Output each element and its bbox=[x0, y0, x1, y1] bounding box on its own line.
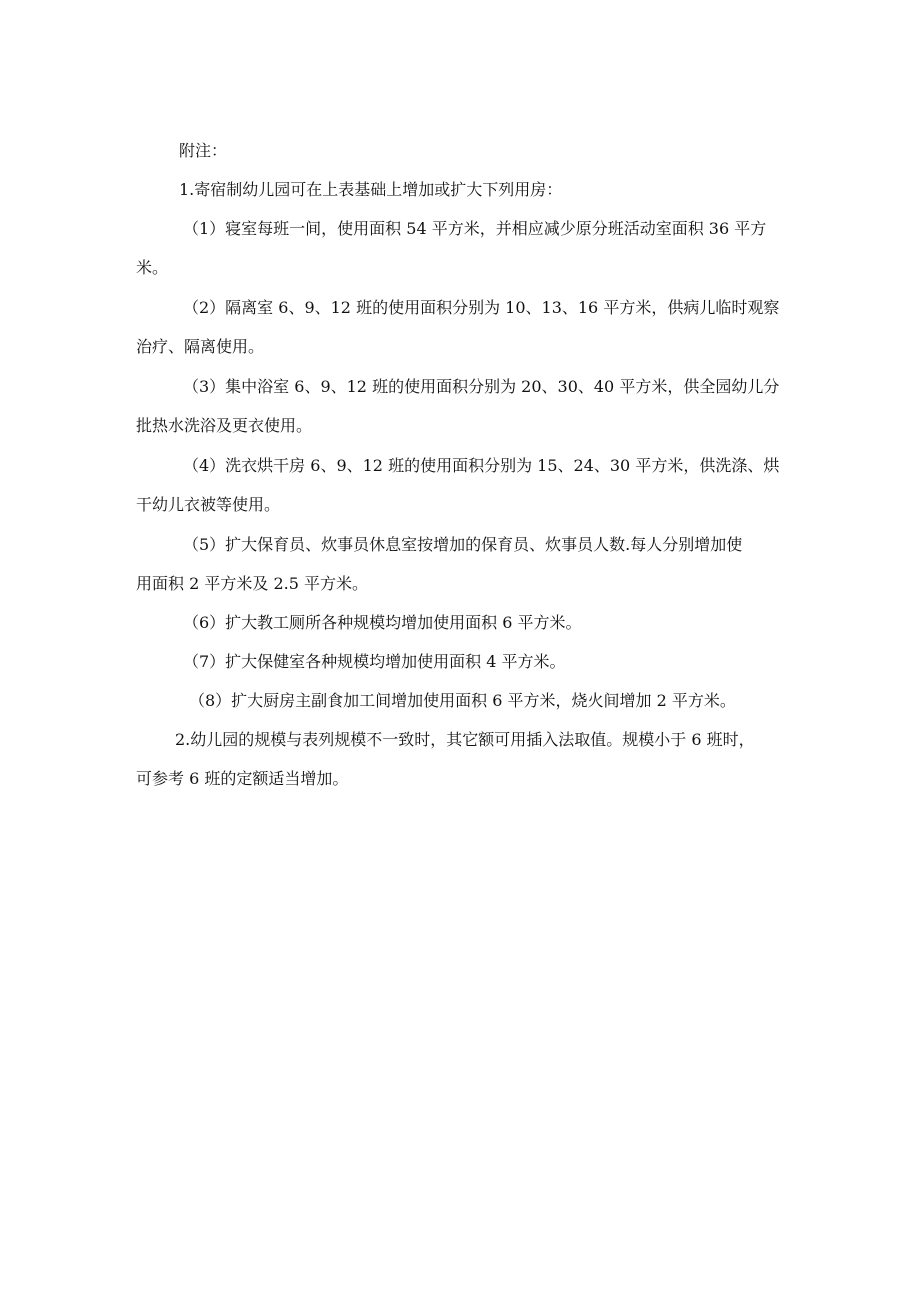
sub-item-1-line-2: 米。 bbox=[136, 258, 169, 277]
note-item-2-line-1: 2.幼儿园的规模与表列规模不一致时，其它额可用插入法取值。规模小于 6 班时， bbox=[175, 730, 755, 749]
sub-item-3-line-1: （3）集中浴室 6、9、12 班的使用面积分别为 20、30、40 平方米，供全园幼儿分 bbox=[183, 377, 780, 396]
note-item-2-line-2: 可参考 6 班的定额适当增加。 bbox=[136, 769, 349, 788]
sub-item-5-line-2: 用面积 2 平方米及 2.5 平方米。 bbox=[136, 574, 368, 593]
notes-heading: 附注： bbox=[179, 141, 228, 160]
sub-item-4-line-1: （4）洗衣烘干房 6、9、12 班的使用面积分别为 15、24、30 平方米，供洗涤、烘 bbox=[183, 456, 780, 475]
sub-item-1-line-1: （1）寝室每班一间，使用面积 54 平方米，并相应减少原分班活动室面积 36 平方 bbox=[183, 219, 767, 238]
sub-item-4-line-2: 干幼儿衣被等使用。 bbox=[136, 495, 281, 514]
sub-item-8: （8）扩大厨房主副食加工间增加使用面积 6 平方米，烧火间增加 2 平方米。 bbox=[189, 691, 736, 710]
sub-item-7: （7）扩大保健室各种规模均增加使用面积 4 平方米。 bbox=[183, 652, 566, 671]
sub-item-3-line-2: 批热水洗浴及更衣使用。 bbox=[136, 416, 313, 435]
sub-item-6: （6）扩大教工厕所各种规模均增加使用面积 6 平方米。 bbox=[183, 613, 582, 632]
sub-item-2-line-2: 治疗、隔离使用。 bbox=[136, 337, 265, 356]
sub-item-2-line-1: （2）隔离室 6、9、12 班的使用面积分别为 10、13、16 平方米，供病儿临时观察 bbox=[183, 298, 780, 317]
note-item-1: 1.寄宿制幼儿园可在上表基础上增加或扩大下列用房： bbox=[179, 180, 563, 199]
sub-item-5-line-1: （5）扩大保育员、炊事员休息室按增加的保育员、炊事员人数.每人分别增加使 bbox=[183, 535, 743, 554]
